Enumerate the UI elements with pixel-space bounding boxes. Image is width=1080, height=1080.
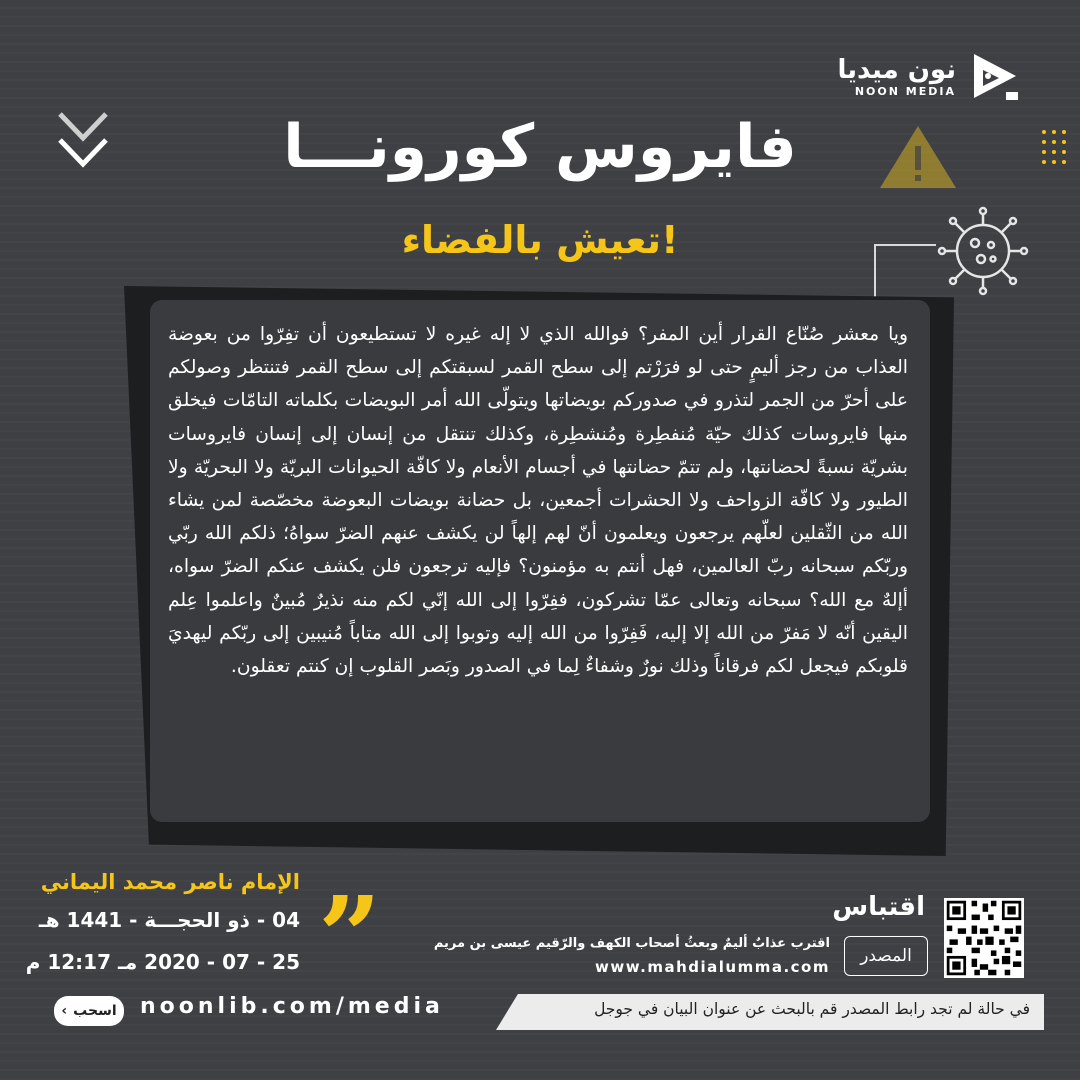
- brand-text: [837, 55, 956, 98]
- brand-name-en: NOON MEDIA: [854, 84, 956, 98]
- warning-triangle-icon: [876, 120, 960, 192]
- virus-icon: [935, 205, 1031, 297]
- qr-code-icon[interactable]: [944, 898, 1024, 978]
- dot-grid-icon: [1040, 128, 1074, 172]
- quote-heading: اقتباس: [832, 892, 925, 922]
- chevron-right-icon: ›: [61, 1003, 68, 1019]
- corner-bracket: [874, 244, 936, 298]
- swipe-button[interactable]: [54, 996, 124, 1026]
- author-name: الإمام ناصر محمد اليماني: [40, 870, 300, 894]
- brand-name-ar: نون ميديا: [837, 54, 956, 85]
- brand: [837, 48, 1022, 104]
- footer-note-text: في حالة لم تجد رابط المصدر قم بالبحث عن عنوان البيان في جوجل: [594, 1000, 1030, 1018]
- date-hijri: 04 - ذو الحجـــة - 1441 هـ: [38, 908, 300, 932]
- footer-url-link[interactable]: noonlib.com/media: [140, 994, 444, 1019]
- page-title: فايروس كورونـــا: [283, 112, 797, 182]
- quote-mark-icon: ”: [318, 872, 382, 1001]
- date-gregorian: 25 - 07 - 2020 مـ 12:17 م: [25, 950, 300, 974]
- noon-media-logo-icon: [966, 48, 1022, 104]
- source-button[interactable]: المصدر: [844, 936, 928, 976]
- quote-body-text: ويا معشر صُنّاع القرار أين المفر؟ فوالله الذي لا إله غيره لا تستطيعون أن تفِرّوا من بعوضة العذاب من رجز أليمٍ حتى لو فرَرْتم إلى سطح القمر لسبقتكم إلى سطح القمر فتنتظر وصولكم على أحرّ من الجمر لتذرو في صدوركم بويضاتها ويتولّى الله أمر البويضات بكلماته التامّات فيخلق منها فايروسات كذلك حيّة مُنفطِرة ومُنشطِرة، وكذلك تنتقل من إنسان إلى إنسان فايروسات بشريّة نسبةً لحضانتها، ولم تتمّ حضانتها في أجسام الأنعام ولا كافّة الحيوانات البريّة ولا البحريّة ولا الطيور ولا كافّة الزواحف ولا الحشرات أجمعين، بل حضانة بويضات البعوضة مخصّصة لمن يشاء الله من الثّقلين لعلّهم يرجعون ويعلمون أنّ لهم إلهاً لن يكشف عنهم الضرّ سواهُ؛ ذلكم الله ربّي وربّكم سبحانه ربّ العالمين، فهل أنتم به مؤمنون؟ فإليه ترجعون فلن يكشف عنكم الضرّ سواه، أإلهٌ مع الله؟ سبحانه وتعالى عمّا تشركون، ففِرّوا إلى الله إنّي لكم منه نذيرٌ مُبينٌ واعلموا عِلم اليقين أنّه لا مَفرّ من الله إلا إليه، فَفِرّوا من الله إليه وتوبوا إلى الله متاباً مُنيبين إلى ربّكم ليهديَ قلوبكم فيجعل لكم فرقاناً وذلك نورٌ وشفاءٌ لِما في الصدور وبَصر القلوب إن كنتم تعقلون.: [168, 324, 908, 678]
- source-url-link[interactable]: www.mahdialumma.com: [595, 958, 830, 976]
- swipe-label: اسحب: [73, 1003, 117, 1019]
- source-title: اقترب عذابٌ أليمٌ وبعثُ أصحاب الكهف والرّقيم عيسى بن مريم: [433, 936, 830, 951]
- page-subtitle: تعيش بالفضاء!: [401, 218, 679, 262]
